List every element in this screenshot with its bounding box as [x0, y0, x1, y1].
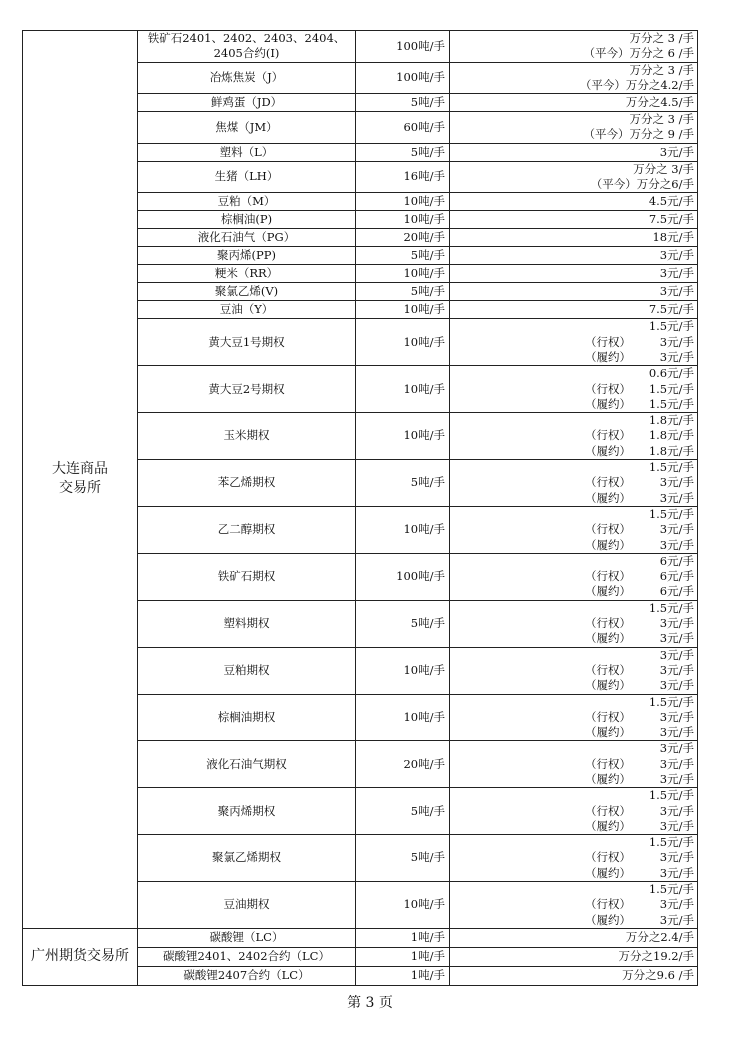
- product-name: 棕榈油(P): [138, 211, 356, 229]
- perform-label: （履约）: [585, 490, 631, 505]
- fee-line: 万分之 3/手: [633, 161, 694, 176]
- option-name: 乙二醇期权: [138, 506, 356, 553]
- option-fee-value: 1.5元/手: [648, 506, 694, 521]
- perform-label: （履约）: [585, 537, 631, 552]
- contract-unit: 60吨/手: [356, 112, 450, 144]
- fee-cell: [450, 928, 698, 947]
- option-name: 黄大豆1号期权: [138, 319, 356, 366]
- product-name: 铁矿石2401、2402、2403、2404、2405合约(I): [138, 31, 356, 63]
- option-fee-value: 3元/手: [659, 475, 694, 490]
- option-fee-value: 3元/手: [659, 771, 694, 786]
- exercise-label: （行权）: [585, 616, 631, 631]
- option-fee-value: 1.5元/手: [648, 694, 694, 709]
- fee-line: 3元/手: [659, 266, 694, 281]
- option-name: 铁矿石期权: [138, 553, 356, 600]
- product-name: 碳酸锂2407合约（LC）: [138, 966, 356, 985]
- product-name: 焦煤（JM）: [138, 112, 356, 144]
- exchange-dalian: 大连商品 交易所: [23, 31, 138, 929]
- option-fee-value: 3元/手: [659, 631, 694, 646]
- blank-label: [450, 835, 636, 850]
- contract-unit: 20吨/手: [356, 741, 450, 788]
- exercise-label: （行权）: [585, 709, 631, 724]
- perform-label: （履约）: [585, 818, 631, 833]
- option-fee-value: 3元/手: [659, 897, 694, 912]
- fee-cell: [450, 966, 698, 985]
- fee-line: 18元/手: [652, 230, 694, 245]
- option-name: 液化石油气期权: [138, 741, 356, 788]
- fee-line: 万分之2.4/手: [625, 930, 694, 945]
- perform-label: （履约）: [585, 443, 631, 458]
- option-fee-value: 1.5元/手: [648, 319, 694, 334]
- blank-label: [450, 366, 636, 381]
- perform-label: （履约）: [585, 725, 631, 740]
- option-fee-value: 3元/手: [659, 725, 694, 740]
- product-name: 塑料（L）: [138, 143, 356, 161]
- contract-unit: 100吨/手: [356, 31, 450, 63]
- blank-label: [450, 695, 636, 710]
- table-row: [23, 928, 698, 947]
- option-fee-value: 3元/手: [659, 678, 694, 693]
- fee-line: （平今）万分之4.2/手: [579, 77, 694, 92]
- option-fee-value: 3元/手: [659, 647, 694, 662]
- option-fee-cell: [450, 694, 698, 741]
- option-fee-cell: [450, 460, 698, 507]
- fee-line: （平今）万分之6/手: [590, 177, 694, 192]
- option-name: 聚丙烯期权: [138, 788, 356, 835]
- blank-label: [450, 319, 636, 334]
- fee-line: 3元/手: [659, 144, 694, 159]
- fee-table: [22, 30, 698, 986]
- perform-label: （履约）: [585, 771, 631, 786]
- fee-cell: [450, 211, 698, 229]
- contract-unit: 100吨/手: [356, 553, 450, 600]
- exercise-label: （行权）: [585, 897, 631, 912]
- option-fee-cell: [450, 506, 698, 553]
- contract-unit: 100吨/手: [356, 62, 450, 94]
- fee-line: （平今）万分之 9 /手: [583, 127, 694, 142]
- product-name: 生猪（LH）: [138, 161, 356, 193]
- fee-cell: [450, 112, 698, 144]
- perform-label: （履约）: [585, 349, 631, 364]
- perform-label: （履约）: [585, 678, 631, 693]
- blank-label: [450, 601, 636, 616]
- blank-label: [450, 413, 636, 428]
- contract-unit: 10吨/手: [356, 647, 450, 694]
- exercise-label: （行权）: [585, 803, 631, 818]
- option-fee-value: 3元/手: [659, 522, 694, 537]
- option-fee-value: 3元/手: [659, 490, 694, 505]
- contract-unit: 5吨/手: [356, 247, 450, 265]
- contract-unit: 10吨/手: [356, 882, 450, 929]
- fee-line: 3元/手: [659, 248, 694, 263]
- exercise-label: （行权）: [585, 756, 631, 771]
- option-fee-cell: [450, 788, 698, 835]
- perform-label: （履约）: [585, 912, 631, 927]
- option-name: 棕榈油期权: [138, 694, 356, 741]
- fee-line: 3元/手: [659, 284, 694, 299]
- option-fee-value: 3元/手: [659, 709, 694, 724]
- option-fee-value: 1.5元/手: [648, 396, 694, 411]
- option-fee-value: 1.5元/手: [648, 600, 694, 615]
- product-name: 碳酸锂2401、2402合约（LC）: [138, 947, 356, 966]
- option-name: 聚氯乙烯期权: [138, 835, 356, 882]
- fee-line: 万分之 3 /手: [629, 31, 694, 45]
- option-fee-value: 6元/手: [659, 584, 694, 599]
- option-fee-value: 3元/手: [659, 616, 694, 631]
- option-fee-value: 0.6元/手: [648, 366, 694, 381]
- fee-cell: [450, 947, 698, 966]
- perform-label: （履约）: [585, 584, 631, 599]
- fee-line: （平今）万分之 6 /手: [583, 46, 694, 61]
- option-fee-cell: [450, 319, 698, 366]
- table-row: [23, 31, 698, 63]
- contract-unit: 5吨/手: [356, 788, 450, 835]
- blank-label: [450, 460, 636, 475]
- option-fee-value: 3元/手: [659, 850, 694, 865]
- product-name: 聚丙烯(PP): [138, 247, 356, 265]
- product-name: 聚氯乙烯(V): [138, 283, 356, 301]
- option-name: 玉米期权: [138, 413, 356, 460]
- page-number: 第 3 页: [347, 995, 393, 1011]
- fee-line: 万分之19.2/手: [618, 949, 694, 964]
- option-fee-cell: [450, 741, 698, 788]
- product-name: 粳米（RR）: [138, 265, 356, 283]
- exercise-label: （行权）: [585, 428, 631, 443]
- contract-unit: 10吨/手: [356, 694, 450, 741]
- exercise-label: （行权）: [585, 850, 631, 865]
- option-fee-value: 1.8元/手: [648, 443, 694, 458]
- contract-unit: 5吨/手: [356, 143, 450, 161]
- option-fee-value: 3元/手: [659, 349, 694, 364]
- option-fee-value: 6元/手: [659, 553, 694, 568]
- product-name: 液化石油气（PG）: [138, 229, 356, 247]
- fee-cell: [450, 161, 698, 193]
- fee-cell: [450, 31, 698, 63]
- fee-cell: [450, 62, 698, 94]
- option-name: 豆油期权: [138, 882, 356, 929]
- contract-unit: 20吨/手: [356, 229, 450, 247]
- exercise-label: （行权）: [585, 662, 631, 677]
- contract-unit: 10吨/手: [356, 506, 450, 553]
- fee-cell: [450, 229, 698, 247]
- option-fee-cell: [450, 647, 698, 694]
- fee-cell: [450, 247, 698, 265]
- option-fee-value: 1.8元/手: [648, 428, 694, 443]
- option-fee-cell: [450, 882, 698, 929]
- option-fee-cell: [450, 835, 698, 882]
- blank-label: [450, 648, 636, 663]
- option-fee-value: 3元/手: [659, 334, 694, 349]
- contract-unit: 5吨/手: [356, 94, 450, 112]
- option-fee-value: 3元/手: [659, 662, 694, 677]
- option-fee-value: 1.5元/手: [648, 882, 694, 897]
- option-fee-value: 6元/手: [659, 569, 694, 584]
- fee-cell: [450, 143, 698, 161]
- exercise-label: （行权）: [585, 475, 631, 490]
- fee-line: 万分之 3 /手: [629, 62, 694, 77]
- option-fee-value: 3元/手: [659, 741, 694, 756]
- option-fee-cell: [450, 553, 698, 600]
- option-fee-value: 3元/手: [659, 537, 694, 552]
- contract-unit: 10吨/手: [356, 193, 450, 211]
- exercise-label: （行权）: [585, 334, 631, 349]
- contract-unit: 10吨/手: [356, 301, 450, 319]
- contract-unit: 16吨/手: [356, 161, 450, 193]
- option-fee-value: 3元/手: [659, 912, 694, 927]
- contract-unit: 10吨/手: [356, 265, 450, 283]
- blank-label: [450, 788, 636, 803]
- fee-line: 万分之 3 /手: [629, 112, 694, 127]
- exercise-label: （行权）: [585, 522, 631, 537]
- blank-label: [450, 882, 636, 897]
- product-name: 碳酸锂（LC）: [138, 928, 356, 947]
- contract-unit: 5吨/手: [356, 283, 450, 301]
- contract-unit: 10吨/手: [356, 366, 450, 413]
- contract-unit: 10吨/手: [356, 413, 450, 460]
- option-name: 豆粕期权: [138, 647, 356, 694]
- option-fee-value: 3元/手: [659, 865, 694, 880]
- option-name: 塑料期权: [138, 600, 356, 647]
- contract-unit: 1吨/手: [356, 947, 450, 966]
- contract-unit: 5吨/手: [356, 460, 450, 507]
- contract-unit: 1吨/手: [356, 966, 450, 985]
- fee-cell: [450, 193, 698, 211]
- fee-line: 4.5元/手: [648, 194, 694, 209]
- contract-unit: 5吨/手: [356, 600, 450, 647]
- contract-unit: 5吨/手: [356, 835, 450, 882]
- exercise-label: （行权）: [585, 381, 631, 396]
- product-name: 鲜鸡蛋（JD）: [138, 94, 356, 112]
- option-name: 黄大豆2号期权: [138, 366, 356, 413]
- option-fee-value: 1.5元/手: [648, 788, 694, 803]
- option-name: 苯乙烯期权: [138, 460, 356, 507]
- option-fee-cell: [450, 600, 698, 647]
- fee-cell: [450, 301, 698, 319]
- option-fee-value: 1.5元/手: [648, 460, 694, 475]
- exercise-label: （行权）: [585, 569, 631, 584]
- blank-label: [450, 554, 636, 569]
- option-fee-value: 1.5元/手: [648, 381, 694, 396]
- product-name: 冶炼焦炭（J）: [138, 62, 356, 94]
- fee-cell: [450, 283, 698, 301]
- contract-unit: 1吨/手: [356, 928, 450, 947]
- fee-line: 万分之9.6 /手: [622, 968, 694, 983]
- exchange-guangzhou: 广州期货交易所: [23, 928, 138, 985]
- option-fee-value: 1.5元/手: [648, 835, 694, 850]
- fee-line: 万分之4.5/手: [625, 95, 694, 110]
- contract-unit: 10吨/手: [356, 211, 450, 229]
- fee-line: 7.5元/手: [648, 212, 694, 227]
- option-fee-cell: [450, 413, 698, 460]
- product-name: 豆油（Y）: [138, 301, 356, 319]
- contract-unit: 10吨/手: [356, 319, 450, 366]
- blank-label: [450, 741, 636, 756]
- option-fee-value: 3元/手: [659, 818, 694, 833]
- perform-label: （履约）: [585, 865, 631, 880]
- fee-cell: [450, 265, 698, 283]
- option-fee-value: 3元/手: [659, 803, 694, 818]
- perform-label: （履约）: [585, 396, 631, 411]
- blank-label: [450, 507, 636, 522]
- option-fee-value: 1.8元/手: [648, 413, 694, 428]
- option-fee-value: 3元/手: [659, 756, 694, 771]
- fee-line: 7.5元/手: [648, 302, 694, 317]
- perform-label: （履约）: [585, 631, 631, 646]
- product-name: 豆粕（M）: [138, 193, 356, 211]
- option-fee-cell: [450, 366, 698, 413]
- fee-cell: [450, 94, 698, 112]
